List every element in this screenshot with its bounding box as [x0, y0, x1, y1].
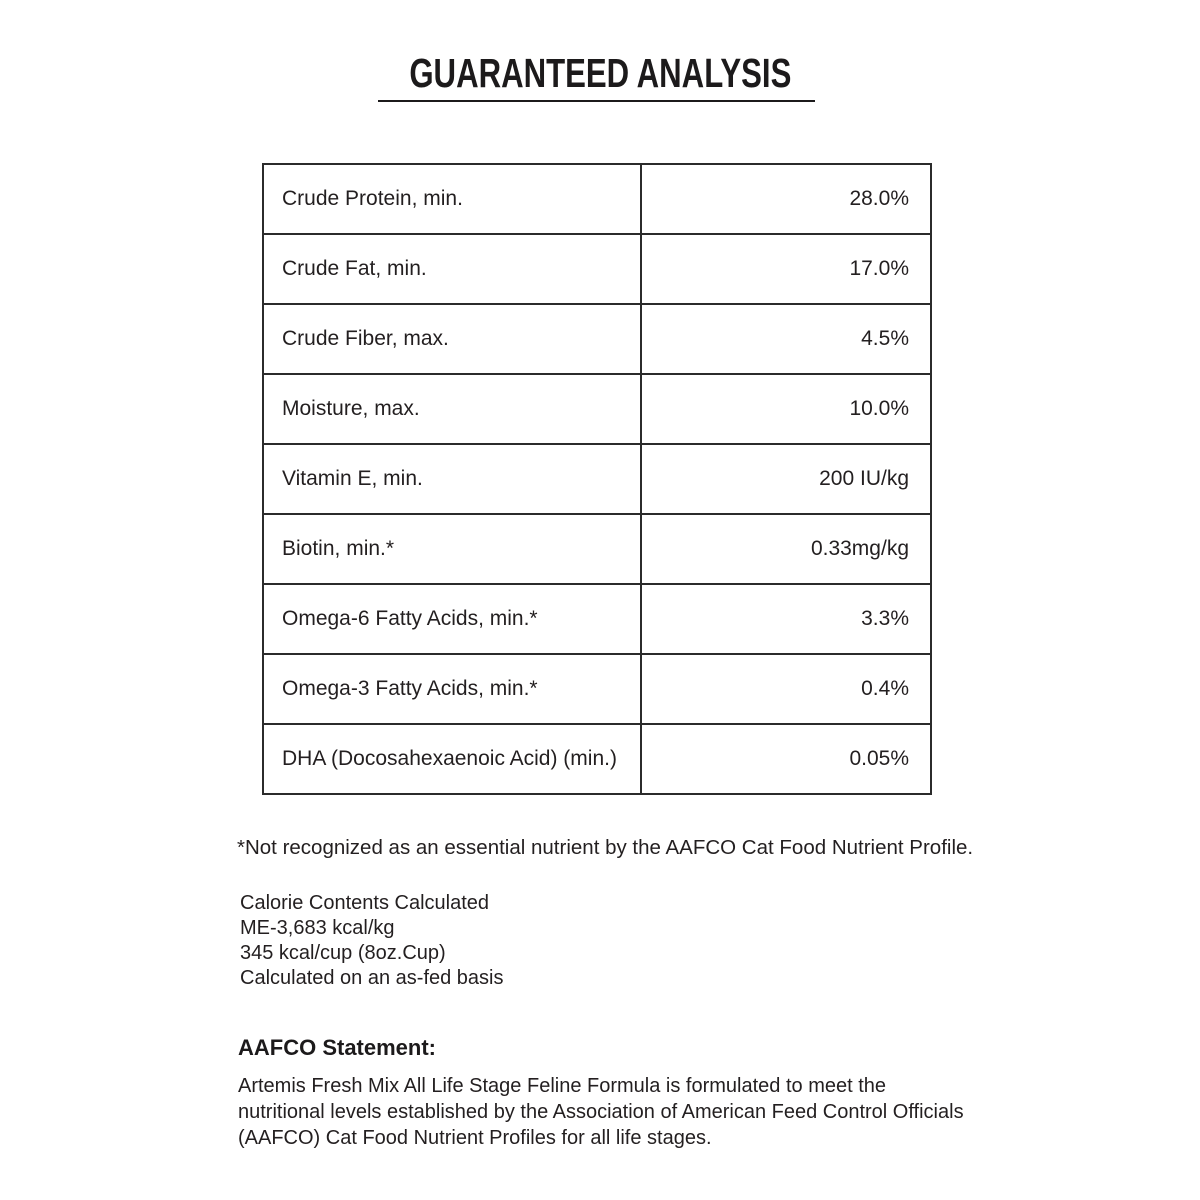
nutrient-label: Moisture, max. [263, 374, 641, 444]
calorie-line: ME-3,683 kcal/kg [240, 917, 395, 939]
nutrient-label: Crude Fiber, max. [263, 304, 641, 374]
nutrient-label: Omega-3 Fatty Acids, min.* [263, 654, 641, 724]
aafco-footnote: *Not recognized as an essential nutrient by the AAFCO Cat Food Nutrient Profile. [237, 836, 974, 859]
nutrient-value: 0.05% [641, 724, 931, 794]
table-row [263, 584, 931, 654]
calorie-line: Calorie Contents Calculated [240, 892, 490, 914]
nutrient-value: 4.5% [641, 304, 931, 374]
nutrient-label: Biotin, min.* [263, 514, 641, 584]
nutrient-label: Omega-6 Fatty Acids, min.* [263, 584, 641, 654]
aafco-statement-heading: AAFCO Statement: [238, 1035, 437, 1060]
aafco-statement-line: (AAFCO) Cat Food Nutrient Profiles for all life stages. [238, 1127, 712, 1149]
aafco-statement-line: nutritional levels established by the Association of American Feed Control Officials [238, 1101, 964, 1123]
nutrient-label: Crude Protein, min. [263, 164, 641, 234]
page-title: GUARANTEED ANALYSIS [408, 50, 792, 96]
aafco-statement-body [238, 1073, 964, 1151]
title-underline [378, 100, 815, 102]
calorie-info [240, 891, 504, 991]
table-row [263, 304, 931, 374]
nutrient-value: 3.3% [641, 584, 931, 654]
aafco-statement-line: Artemis Fresh Mix All Life Stage Feline Formula is formulated to meet the [238, 1075, 887, 1097]
nutrient-value: 17.0% [641, 234, 931, 304]
table-row [263, 234, 931, 304]
title-section [0, 50, 1200, 97]
nutrient-value: 200 IU/kg [641, 444, 931, 514]
table-row [263, 514, 931, 584]
table-row [263, 724, 931, 794]
calorie-line: Calculated on an as-fed basis [240, 967, 504, 989]
nutrient-value: 28.0% [641, 164, 931, 234]
table-row [263, 374, 931, 444]
nutrient-label: Vitamin E, min. [263, 444, 641, 514]
nutrient-label: Crude Fat, min. [263, 234, 641, 304]
analysis-table [262, 163, 932, 795]
table-row [263, 164, 931, 234]
nutrient-value: 0.33mg/kg [641, 514, 931, 584]
nutrient-label: DHA (Docosahexaenoic Acid) (min.) [263, 724, 641, 794]
table-row [263, 444, 931, 514]
calorie-line: 345 kcal/cup (8oz.Cup) [240, 942, 446, 964]
nutrient-value: 0.4% [641, 654, 931, 724]
nutrient-value: 10.0% [641, 374, 931, 444]
table-row [263, 654, 931, 724]
